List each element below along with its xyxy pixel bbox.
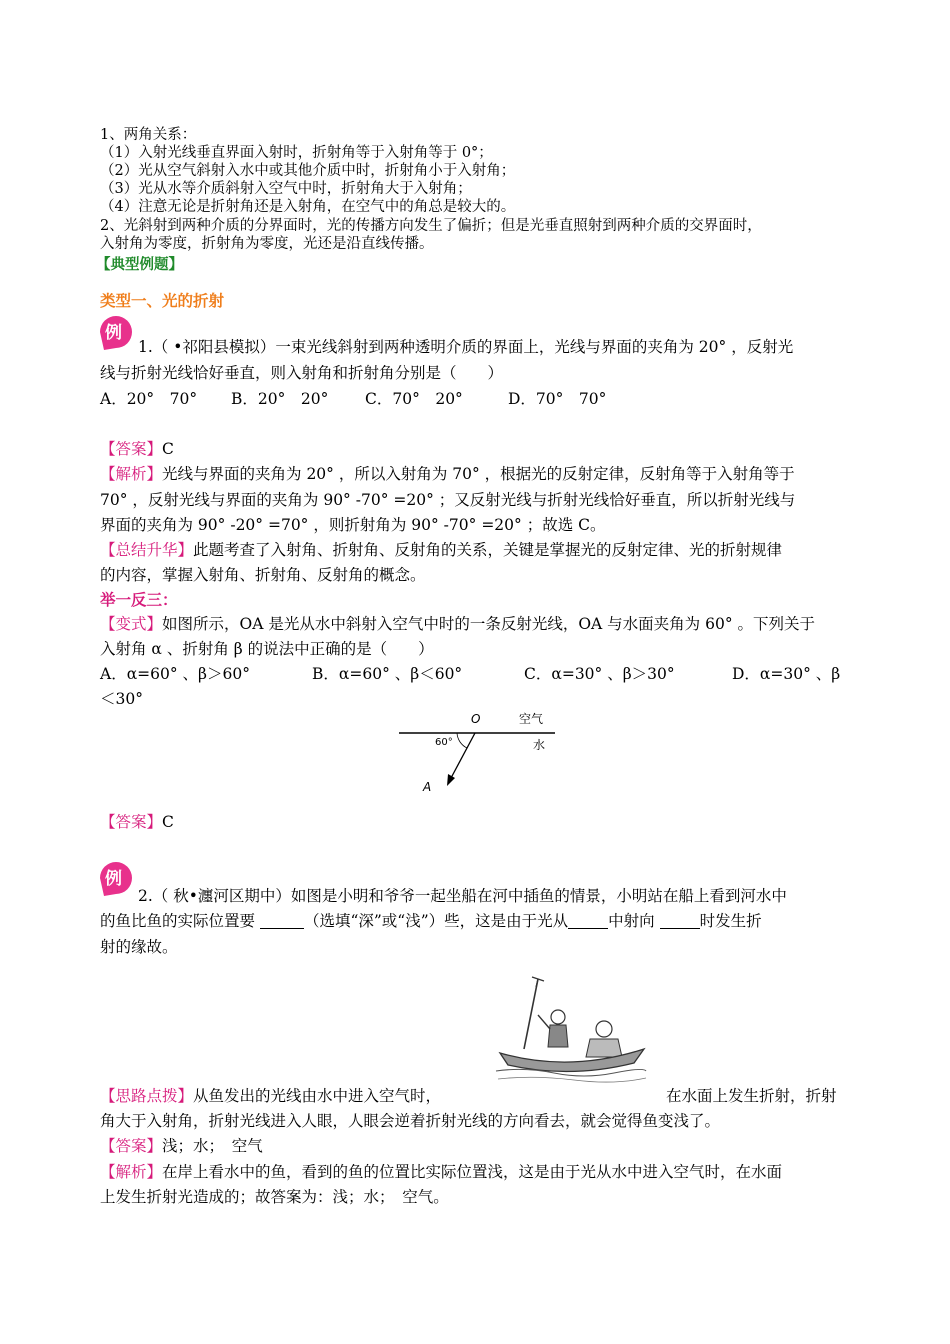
intro-title: 1、两角关系： (100, 127, 197, 143)
figure-label-o: O (471, 712, 481, 726)
practice-title: 举一反三： (100, 590, 178, 609)
boat-fishing-illustration (494, 975, 648, 1085)
answer-blank-3[interactable] (660, 912, 700, 929)
figure-label-air: 空气 (519, 712, 544, 726)
refraction-figure (395, 708, 565, 800)
type-title: 类型一、光的折射 (100, 292, 225, 310)
intro-item: （1）入射光线垂直界面入射时，折射角等于入射角等于 0°； (100, 145, 493, 161)
ex1-analysis-line: 【解析】光线与界面的夹角为 20° ，所以入射角为 70° ，根据光的反射定律，反射角等于入射角等于 (100, 465, 795, 483)
ex2-answer: 【答案】浅；水； 空气 (100, 1137, 263, 1155)
badge-char: 例 (105, 869, 122, 889)
ex1-question-line: 1.（ •祁阳县模拟）一束光线斜射到两种透明介质的界面上，光线与界面的夹角为 20° ，反射光 (138, 338, 794, 356)
ex2-question-line: 射的缘故。 (100, 938, 178, 956)
ex1-summary-line: 的内容，掌握入射角、折射角、反射角的概念。 (100, 566, 426, 584)
practice-option-c: C．α=30° 、β＞30° (524, 665, 675, 683)
practice-option-a: A．α=60° 、β＞60° (100, 665, 250, 683)
intro-paragraph-line: 2、光斜射到两种介质的分界面时，光的传播方向发生了偏折；但是光垂直照射到两种介质的交界面时， (100, 218, 762, 234)
practice-question-line: 【变式】如图所示，OA 是光从水中斜射入空气中时的一条反射光线，OA 与水面夹角为 60° 。下列关于 (100, 615, 816, 633)
ex2-question-line: 2.（ 秋•瀍河区期中）如图是小明和爷爷一起坐船在河中插鱼的情景，小明站在船上看到河水中 (138, 887, 787, 905)
intro-item: （3）光从水等介质斜射入空气中时，折射角大于入射角； (100, 181, 472, 197)
example-badge (96, 858, 136, 898)
ex2-question-line: 的鱼比鱼的实际位置要 （选填“深”或“浅”）些，这是由于光从 中射向 时发生折 (100, 912, 762, 930)
ex1-option-d: D．70° 70° (508, 390, 607, 408)
ex2-hint-line: 【思路点拨】从鱼发出的光线由水中进入空气时， (100, 1087, 442, 1105)
answer-blank-1[interactable] (260, 912, 304, 929)
figure-label-water: 水 (533, 738, 546, 752)
practice-question-line: 入射角 α 、折射角 β 的说法中正确的是（ ） (100, 640, 434, 658)
ex2-hint-line: 角大于入射角，折射光线进入人眼，人眼会逆着折射光线的方向看去，就会觉得鱼变浅了。 (100, 1112, 721, 1130)
section-title: 【典型例题】 (96, 256, 183, 273)
ex2-analysis-line: 【解析】在岸上看水中的鱼，看到的鱼的位置比实际位置浅，这是由于光从水中进入空气时，在水面 (100, 1163, 783, 1181)
intro-item: （2）光从空气斜射入水中或其他介质中时，折射角小于入射角； (100, 163, 516, 179)
ex1-summary-line: 【总结升华】此题考查了入射角、折射角、反射角的关系，关键是掌握光的反射定律、光的折射规律 (100, 541, 783, 559)
practice-option-d: D．α=30° 、β (732, 665, 841, 683)
ex1-option-c: C．70° 20° (365, 390, 463, 408)
badge-char: 例 (105, 323, 122, 343)
ex1-analysis-line: 界面的夹角为 90° -20° =70° ，则折射角为 90° -70° =20° ；故选 C。 (100, 516, 606, 534)
intro-paragraph-line: 入射角为零度，折射角为零度，光还是沿直线传播。 (100, 236, 434, 252)
practice-answer: 【答案】C (100, 813, 174, 831)
practice-option-d-cont: ＜30° (100, 690, 143, 708)
figure-label-angle: 60° (435, 737, 453, 748)
figure-label-a: A (423, 780, 432, 794)
ex1-question-line: 线与折射光线恰好垂直，则入射角和折射角分别是（ ） (100, 364, 504, 382)
boat-fishing-sketch (494, 975, 648, 1085)
example-badge (96, 312, 136, 352)
intro-item: （4）注意无论是折射角还是入射角，在空气中的角总是较大的。 (100, 199, 516, 215)
ex1-option-a: A．20° 70° (100, 390, 198, 408)
ex2-analysis-line: 上发生折射光造成的；故答案为：浅；水； 空气。 (100, 1188, 449, 1206)
answer-blank-2[interactable] (568, 912, 608, 929)
ex1-analysis-line: 70° ，反射光线与界面的夹角为 90° -70° =20° ；又反射光线与折射光线恰好垂直，所以折射光线与 (100, 491, 796, 509)
ex1-option-b: B．20° 20° (231, 390, 329, 408)
ex2-hint-line-cont: 在水面上发生折射，折射 (666, 1087, 837, 1105)
ex1-answer: 【答案】C (100, 440, 174, 458)
practice-option-b: B．α=60° 、β＜60° (312, 665, 463, 683)
